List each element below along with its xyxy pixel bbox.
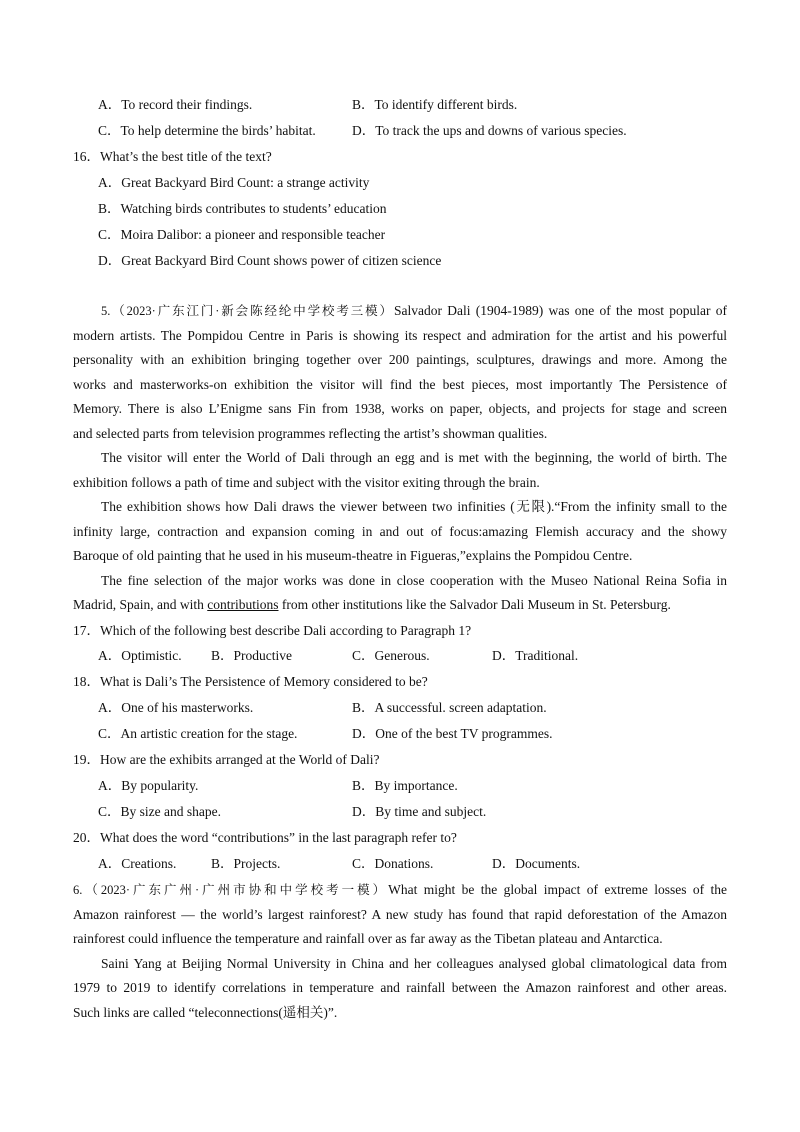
q18-option-b: B．A successful. screen adaptation. [352,700,547,715]
passage5-text: Madrid, Spain, and with [73,597,208,612]
q20-option-c: C．Donations. [352,856,434,871]
q17-option-a: A．Optimistic. [98,648,182,663]
q15-option-c: C．To help determine the birds’ habitat. [98,123,316,138]
q17-stem: 17．Which of the following best describe Dali according to Paragraph 1? [73,623,472,638]
q19-option-b: B．By importance. [352,778,458,793]
passage5-source: 5.（2023·广东江门·新会陈经纶中学校考三模） [101,304,394,318]
passage5-line: exhibition follows a path of time and subject with the visitor exiting through the brain. [73,475,540,490]
q15-option-d: D．To track the ups and downs of various species. [352,123,627,138]
passage6-line: Amazon rainforest — the world’s largest rainforest? A new study has found that rapid deforestation of the Amazon [73,907,727,922]
q20-stem: 20．What does the word “contributions” in the last paragraph refer to? [73,830,457,845]
passage5-line: The visitor will enter the World of Dali through an egg and is met with the beginning, the world of birth. The [101,450,727,465]
q18-option-a: A．One of his masterworks. [98,700,254,715]
q16-stem: 16．What’s the best title of the text? [73,149,272,164]
passage5-line [73,596,671,614]
q16-option-c: C．Moira Dalibor: a pioneer and responsible teacher [98,227,386,242]
passage5-line: works and masterworks-on exhibition the visitor will find the best pieces, most importantly The Persistence of [73,377,727,392]
passage6-line: Saini Yang at Beijing Normal University in China and her colleagues analysed global climatological data from [101,956,727,971]
passage6-line: Such links are called “teleconnections(遥相关)”. [73,1005,338,1020]
q18-stem: 18．What is Dali’s The Persistence of Memory considered to be? [73,674,428,689]
q15-option-b: B．To identify different birds. [352,97,518,112]
passage6-line: 1979 to 2019 to identify correlations in temperature and rainfall between the Amazon rainforest and other areas. [73,980,727,995]
passage5-line: The fine selection of the major works was done in close cooperation with the Museo National Reina Sofia in [101,573,727,588]
passage5-line: personality with an exhibition bringing together over 200 paintings, sculptures, drawings and more. Among the [73,352,727,367]
passage5-line: infinity large, contraction and expansion coming in and out of focus:amazing Flemish accuracy and the showy [73,524,727,539]
q18-option-d: D．One of the best TV programmes. [352,726,553,741]
underlined-word-contributions: contributions [207,597,279,612]
q18-option-c: C．An artistic creation for the stage. [98,726,298,741]
q16-option-a: A．Great Backyard Bird Count: a strange activity [98,175,370,190]
passage5-line: Baroque of old painting that he used in his museum-theatre in Figueras,”explains the Pompidou Centre. [73,548,633,563]
passage6-line: rainforest could influence the temperature and rainfall over as far away as the Tibetan plateau and Antarctica. [73,931,663,946]
q20-option-d: D．Documents. [492,856,581,871]
q19-option-a: A．By popularity. [98,778,199,793]
q19-option-d: D．By time and subject. [352,804,487,819]
q17-option-c: C．Generous. [352,648,430,663]
passage6-source: 6.（2023·广东广州·广州市协和中学校考一模） [73,883,389,897]
passage6-line-text: What might be the global impact of extreme losses of the [388,882,727,897]
passage5-line-text: Salvador Dali (1904-1989) was one of the most popular of [393,303,727,318]
q19-option-c: C．By size and shape. [98,804,221,819]
passage5-line: Memory. There is also L’Enigme sans Fin from 1938, works on paper, objects, and projects for stage and screen [73,401,727,416]
passage5-line: modern artists. The Pompidou Centre in Paris is showing its respect and admiration for the artist and his powerful [73,328,727,343]
q15-option-a: A．To record their findings. [98,97,253,112]
q20-option-a: A．Creations. [98,856,177,871]
q19-stem: 19．How are the exhibits arranged at the World of Dali? [73,752,380,767]
q16-option-b: B．Watching birds contributes to students’ education [98,201,387,216]
q17-option-d: D．Traditional. [492,648,579,663]
passage6-line [73,881,727,899]
q16-option-d: D．Great Backyard Bird Count shows power of citizen science [98,253,442,268]
passage5-line [101,302,727,320]
passage5-line: The exhibition shows how Dali draws the viewer between two infinities (无限).“From the infinity small to the [101,499,727,514]
passage5-text: from other institutions like the Salvador Dali Museum in St. Petersburg. [278,597,671,612]
q17-option-b: B．Productive [211,648,292,663]
q20-option-b: B．Projects. [211,856,281,871]
passage5-line: and selected parts from television programmes reflecting the artist’s showman qualities. [73,426,548,441]
